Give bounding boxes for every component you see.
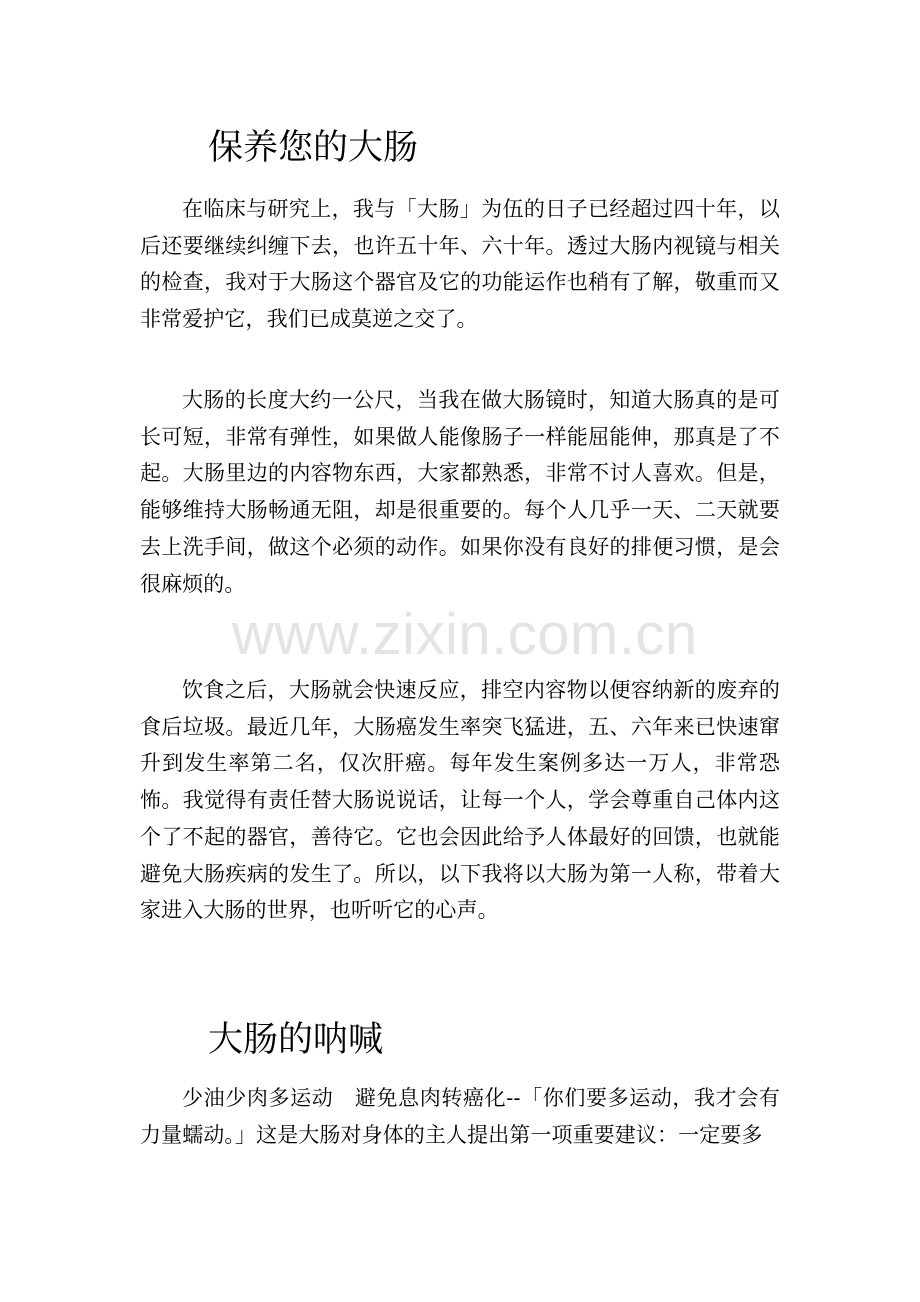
watermark-text: www.zixin.com.cn xyxy=(232,602,698,667)
section-heading-intestine-cry: 大肠的呐喊 xyxy=(208,1020,384,1060)
body-paragraph-3: 饮食之后，大肠就会快速反应，排空内容物以便容纳新的废弃的食后垃圾。最近几年，大肠癌发生率突飞猛进，五、六年来已快速窜升到发生率第二名，仅次肝癌。每年发生案例多达一万人，非常恐怖。我觉得有责任替大肠说说话，让每一个人，学会尊重自己体内这个了不起的器官，善待它。它也会因此给予人体最好的回馈，也就能避免大肠疾病的发生了。所以，以下我将以大肠为第一人称，带着大家进入大肠的世界，也听听它的心声。 xyxy=(140,678,780,923)
body-paragraph-1: 在临床与研究上，我与「大肠」为伍的日子已经超过四十年，以后还要继续纠缠下去，也许五十年、六十年。透过大肠内视镜与相关的检查，我对于大肠这个器官及它的功能运作也稍有了解，敬重而又非常爱护它，我们已成莫逆之交了。 xyxy=(140,197,780,332)
section-heading-care-large-intestine: 保养您的大肠 xyxy=(208,128,419,168)
body-paragraph-4: 少油少肉多运动 避免息肉转癌化--「你们要多运动，我才会有力量蠕动。」这是大肠对身体的主人提出第一项重要建议：一定要多 xyxy=(140,1086,780,1147)
body-paragraph-2: 大肠的长度大约一公尺，当我在做大肠镜时，知道大肠真的是可长可短，非常有弹性，如果做人能像肠子一样能屈能伸，那真是了不起。大肠里边的内容物东西，大家都熟悉，非常不讨人喜欢。但是，能够维持大肠畅通无阻，却是很重要的。每个人几乎一天、二天就要去上洗手间，做这个必须的动作。如果你没有良好的排便习惯，是会很麻烦的。 xyxy=(140,388,780,596)
